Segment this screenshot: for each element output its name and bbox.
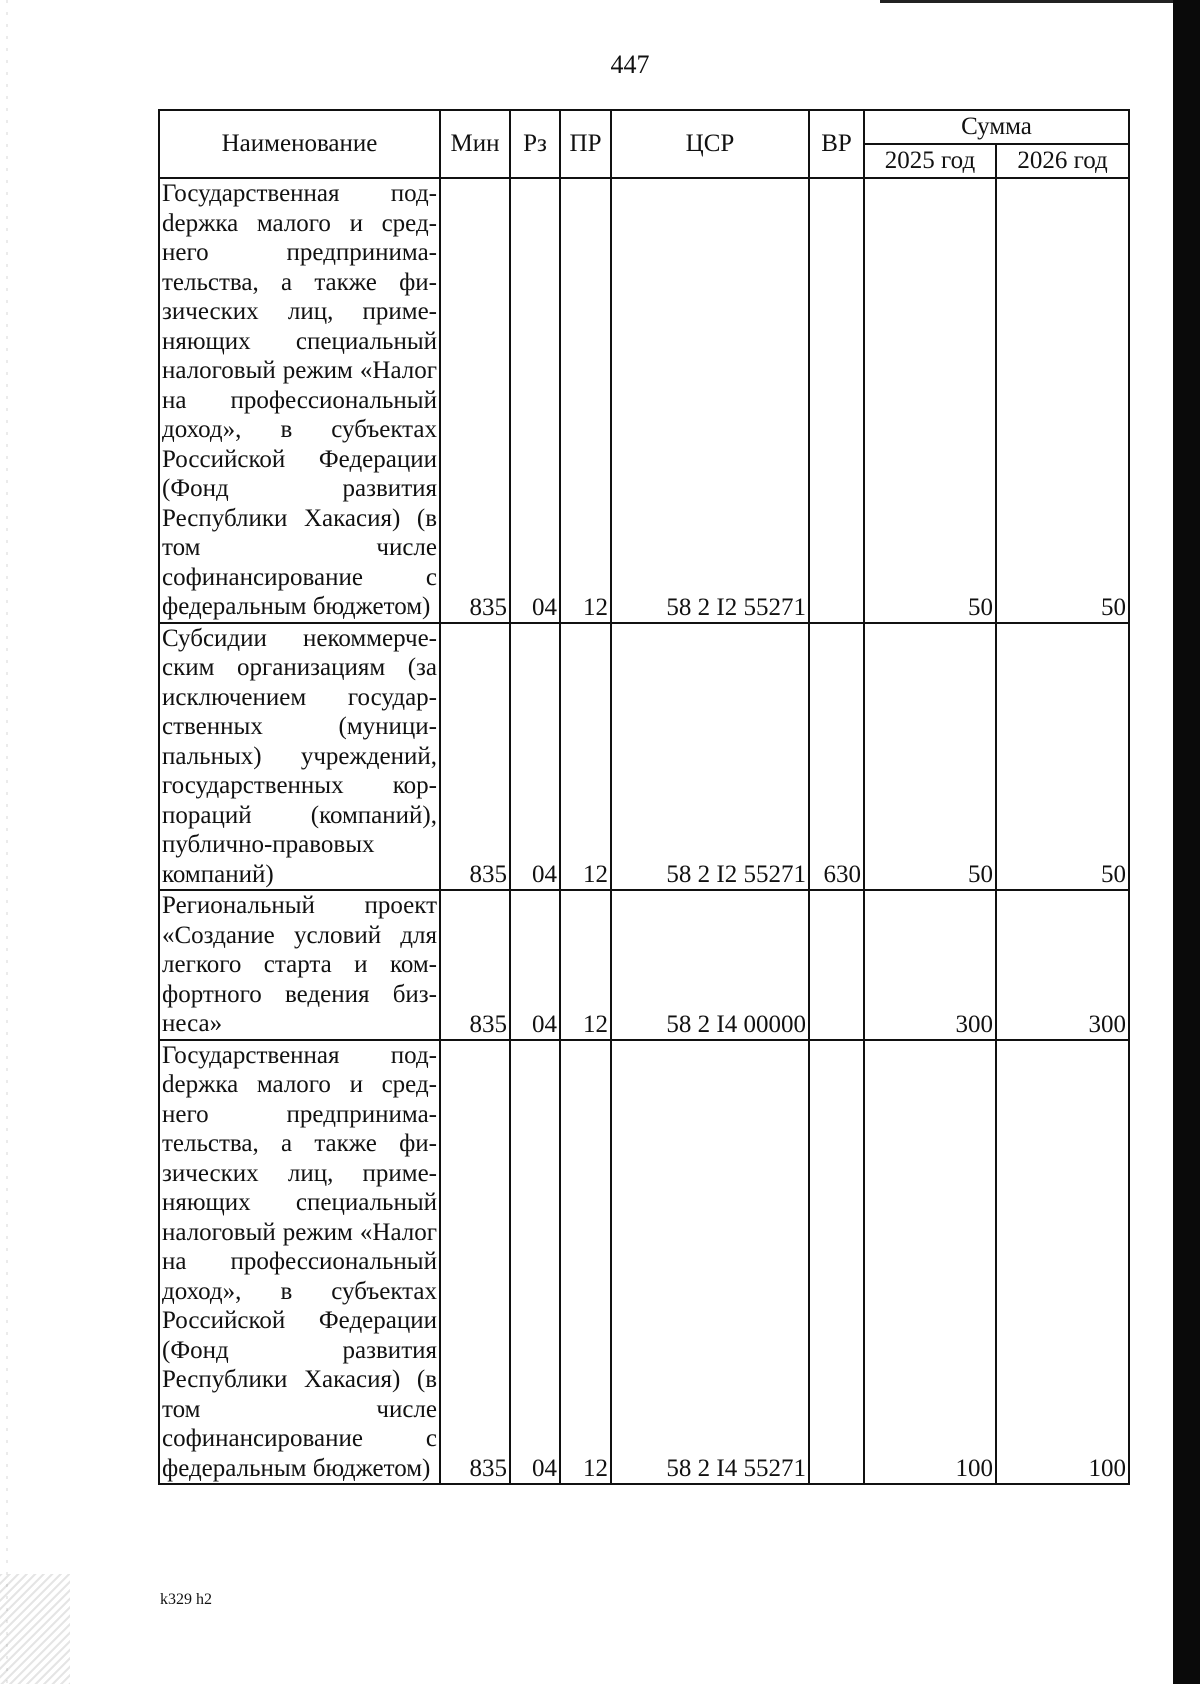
footer-document-code: k329 h2 xyxy=(160,1591,212,1608)
header-csr: ЦСР xyxy=(611,110,809,178)
row-name: Государственная подdержка малого и среднего предпринимательства, а также физических лиц, применяющих специальный налоговый режим «Налог на профессиональный доход», в субъектах Российской Федерации (Фонд развития Республики Хакасия) (в том числе софинансирование с федеральным бюджетом) xyxy=(159,1040,440,1485)
row-vr: 630 xyxy=(809,623,864,891)
scan-right-edge xyxy=(1173,0,1200,1684)
row-sum-2025: 50 xyxy=(864,178,996,623)
header-vr: ВР xyxy=(809,110,864,178)
row-csr: 58 2 I4 55271 xyxy=(611,1040,809,1485)
header-name: Наименование xyxy=(159,110,440,178)
row-sum-2025: 100 xyxy=(864,1040,996,1485)
header-rz: Рз xyxy=(510,110,560,178)
row-rz: 04 xyxy=(510,1040,560,1485)
row-rz: 04 xyxy=(510,623,560,891)
row-sum-2026: 50 xyxy=(996,623,1129,891)
header-year-2025: 2025 год xyxy=(864,144,996,178)
row-csr: 58 2 I2 55271 xyxy=(611,623,809,891)
row-name: Субсидии некоммерческим организациям (за исключением государственных (муниципальных) учреждений, государственных корпораций (компаний), публично-правовых компаний) xyxy=(159,623,440,891)
row-sum-2026: 300 xyxy=(996,890,1129,1040)
row-min: 835 xyxy=(440,1040,510,1485)
row-name: Государственная подdержка малого и среднего предпринимательства, а также физических лиц, применяющих специальный налоговый режим «Налог на профессиональный доход», в субъектах Российской Федерации (Фонд развития Республики Хакасия) (в том числе софинансирование с федеральным бюджетом) xyxy=(159,178,440,623)
row-pr: 12 xyxy=(560,178,611,623)
page-number: 447 xyxy=(610,50,650,79)
scan-artifact-line xyxy=(6,0,8,1684)
row-name: Региональный проект «Создание условий для легкого старта и комфортного ведения бизнеса» xyxy=(159,890,440,1040)
scan-top-edge xyxy=(880,0,1200,3)
table-row xyxy=(159,890,1129,1040)
header-pr: ПР xyxy=(560,110,611,178)
row-vr xyxy=(809,1040,864,1485)
row-csr: 58 2 I2 55271 xyxy=(611,178,809,623)
row-min: 835 xyxy=(440,623,510,891)
row-min: 835 xyxy=(440,890,510,1040)
row-vr xyxy=(809,178,864,623)
header-year-2026: 2026 год xyxy=(996,144,1129,178)
budget-table xyxy=(158,109,1130,1485)
row-rz: 04 xyxy=(510,890,560,1040)
row-sum-2026: 100 xyxy=(996,1040,1129,1485)
row-pr: 12 xyxy=(560,1040,611,1485)
row-vr xyxy=(809,890,864,1040)
header-sum: Сумма xyxy=(864,110,1129,144)
row-pr: 12 xyxy=(560,890,611,1040)
header-min: Мин xyxy=(440,110,510,178)
row-sum-2025: 300 xyxy=(864,890,996,1040)
row-rz: 04 xyxy=(510,178,560,623)
table-row xyxy=(159,1040,1129,1485)
row-pr: 12 xyxy=(560,623,611,891)
scan-artifact-corner xyxy=(0,1574,70,1684)
table-row xyxy=(159,178,1129,623)
row-min: 835 xyxy=(440,178,510,623)
row-sum-2025: 50 xyxy=(864,623,996,891)
header-row xyxy=(159,110,1129,144)
row-sum-2026: 50 xyxy=(996,178,1129,623)
row-csr: 58 2 I4 00000 xyxy=(611,890,809,1040)
table-row xyxy=(159,623,1129,891)
